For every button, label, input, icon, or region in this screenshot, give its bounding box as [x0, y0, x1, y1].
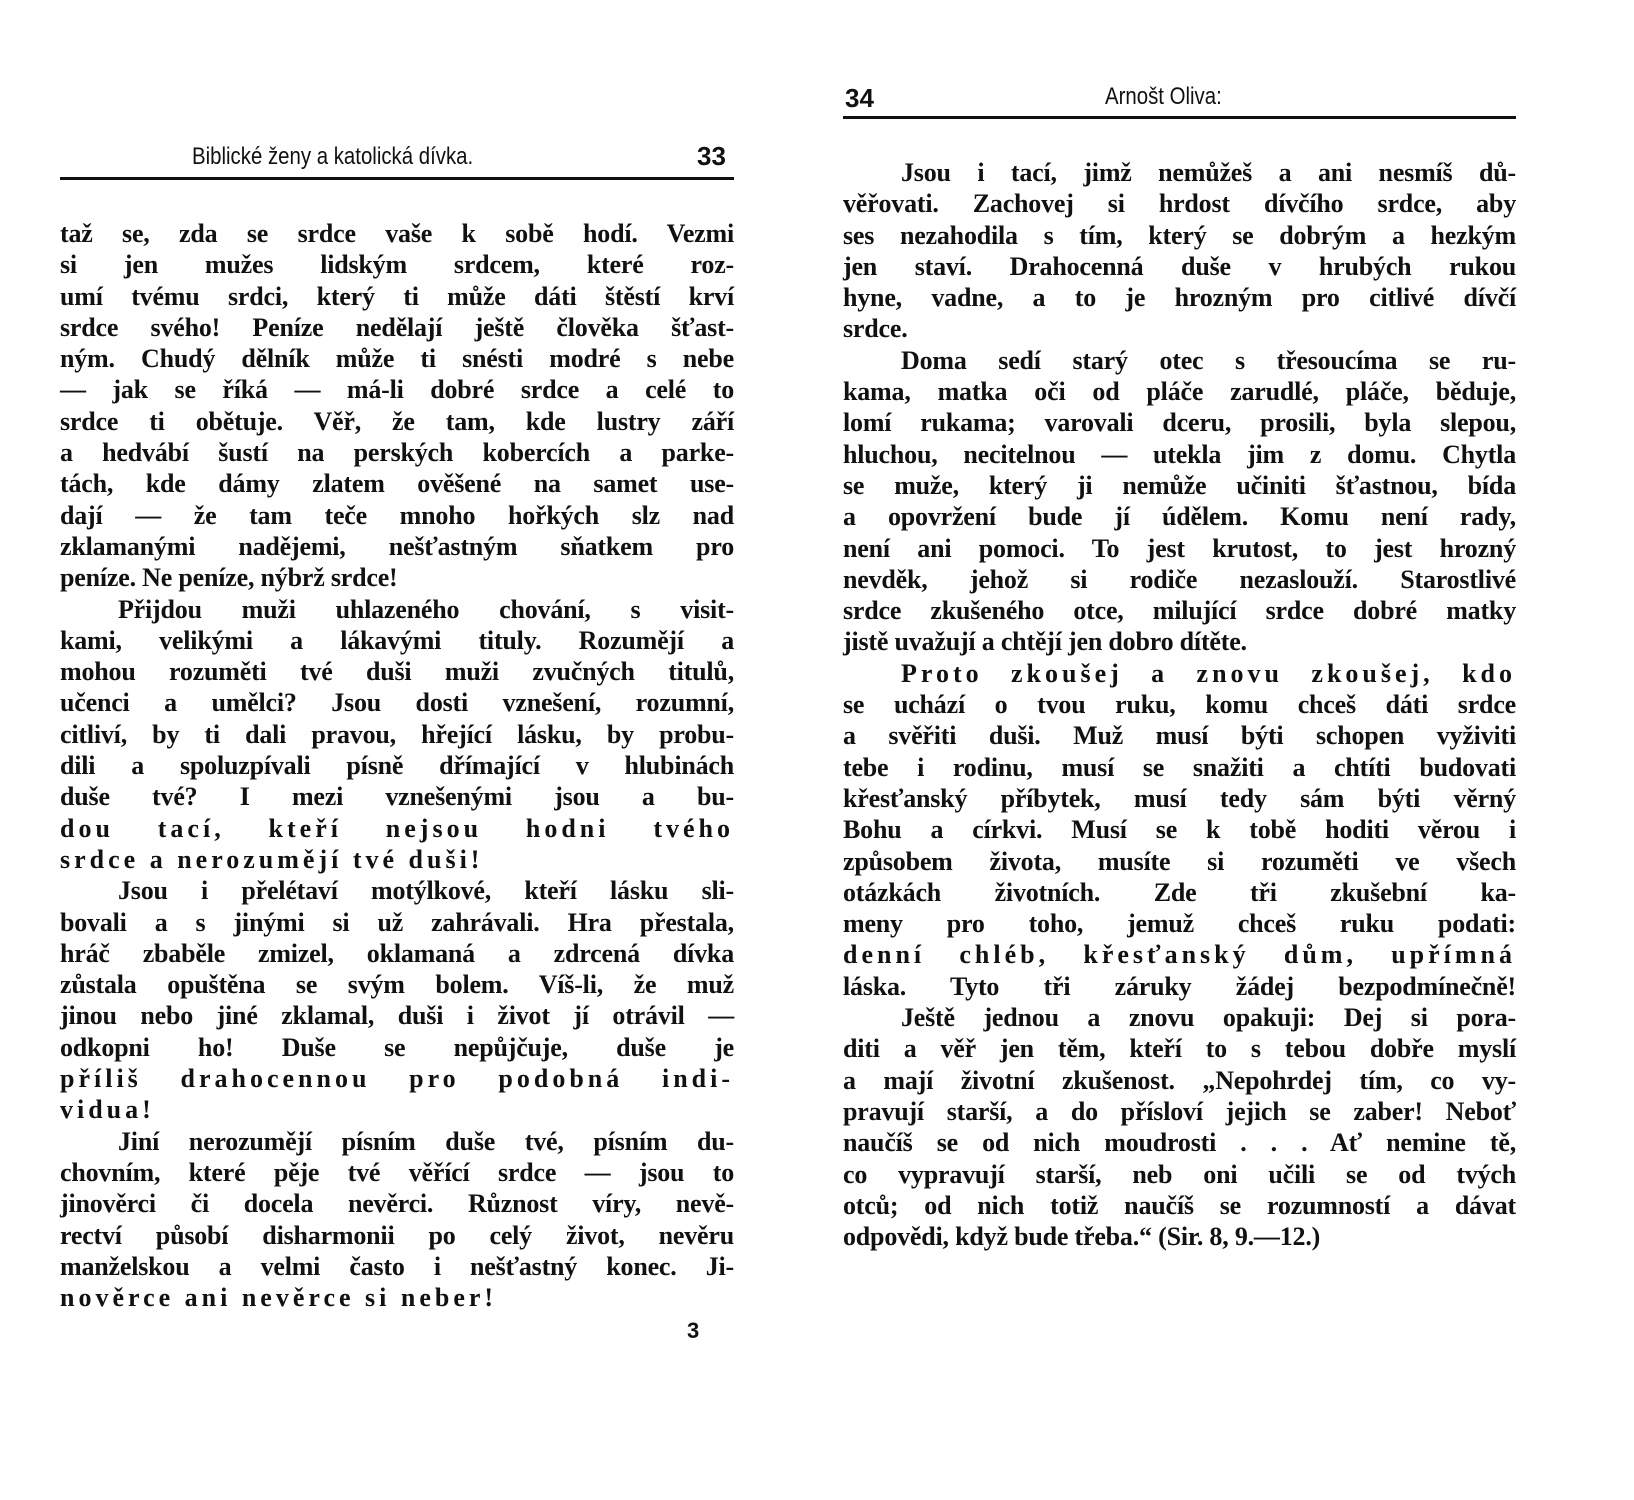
text-line: zklamanými nadějemi, nešťastným sňatkem pro	[60, 531, 734, 561]
text-line: otců; od nich totiž naučíš se rozumností a dávat	[843, 1190, 1516, 1220]
text-line: Jsou i přelétaví motýlkové, kteří lásku sli-	[118, 876, 734, 906]
text-line: chovním, které pěje tvé věřící srdce — jsou to	[60, 1157, 734, 1187]
text-line: hluchou, necitelnou — utekla jim z domu. Chytla	[843, 439, 1516, 469]
text-line: zůstala opuštěna se svým bolem. Víš-li, že muž	[60, 970, 734, 1000]
text-line: kama, matka oči od pláče zarudlé, pláče, běduje,	[843, 377, 1516, 407]
text-line: srdce svého! Peníze nedělají ještě člověka šťast-	[60, 312, 734, 342]
text-line: srdce zkušeného otce, milující srdce dobré matky	[843, 596, 1516, 626]
text-line: diti a věř jen těm, kteří to s tebou dobře myslí	[843, 1034, 1516, 1064]
header-rule	[60, 177, 734, 180]
page-number: 33	[697, 141, 726, 171]
text-line: Přijdou muži uhlazeného chování, s visit-	[118, 594, 734, 624]
text-line: tách, kde dámy zlatem ověšené na samet use-	[60, 469, 734, 499]
body-text	[843, 157, 1516, 1252]
text-line: láska. Tyto tři záruky žádej bezpodmínečně!	[843, 971, 1516, 1001]
running-head	[60, 143, 734, 173]
text-line: mohou rozuměti tvé duši muži zvučných titulů,	[60, 657, 734, 687]
text-line: a hedvábí šustí na perských kobercích a parke-	[60, 438, 734, 468]
text-line: nevděk, jehož si rodiče nezaslouží. Starostlivé	[843, 564, 1516, 594]
text-line: způsobem života, musíte si rozuměti ve všech	[843, 846, 1516, 876]
text-line: denní chléb, křesťanský dům, upřímná	[843, 940, 1516, 970]
text-line: — jak se říká — má-li dobré srdce a celé to	[60, 375, 734, 405]
text-line: dají — že tam teče mnoho hořkých slz nad	[60, 500, 734, 530]
text-line: otázkách životních. Zde tři zkušební ka-	[843, 877, 1516, 907]
text-line: věřovati. Zachovej si hrdost dívčího srdce, aby	[843, 189, 1516, 219]
text-line: a mají životní zkušenost. „Nepohrdej tím, co vy-	[843, 1065, 1516, 1095]
right-page	[843, 0, 1516, 1500]
text-line: ses nezahodila s tím, který se dobrým a hezkým	[843, 220, 1516, 250]
text-line: se muže, který ji nemůže učiniti šťastnou, bída	[843, 470, 1516, 500]
text-line: manželskou a velmi často i nešťastný konec. Ji-	[60, 1251, 734, 1281]
text-line: srdce.	[843, 314, 908, 344]
text-line: umí tvému srdci, který ti může dáti štěstí krví	[60, 281, 734, 311]
running-head	[843, 83, 1516, 113]
text-line: odkopni ho! Duše se nepůjčuje, duše je	[60, 1032, 734, 1062]
text-line: lomí rukama; varovali dceru, prosili, byla slepou,	[843, 408, 1516, 438]
signature-mark: 3	[687, 1318, 700, 1343]
text-line: taž se, zda se srdce vaše k sobě hodí. Vezmi	[60, 219, 734, 248]
body-text	[60, 218, 734, 1313]
text-line: Doma sedí starý otec s třesoucíma se ru-	[901, 345, 1516, 375]
text-line: není ani pomoci. To jest krutost, to jest hrozný	[843, 533, 1516, 563]
text-line: co vypravují starší, neb oni učili se od tvých	[843, 1159, 1516, 1189]
text-line: pravují starší, a do přísloví jejich se zaber! Neboť	[843, 1096, 1516, 1126]
text-line: jen staví. Drahocenná duše v hrubých rukou	[843, 251, 1516, 281]
text-line: se uchází o tvou ruku, komu chceš dáti srdce	[843, 690, 1516, 720]
text-line: a opovržení bude jí údělem. Komu není rady,	[843, 502, 1516, 532]
text-line: citliví, by ti dali pravou, hřející lásku, by probu-	[60, 719, 734, 749]
page-number: 34	[845, 83, 874, 113]
text-line: hyne, vadne, a to je hrozným pro citlivé dívčí	[843, 283, 1516, 313]
running-title: Biblické ženy a katolická dívka.	[192, 143, 474, 170]
text-line: jinověrci či docela nevěrci. Různost víry, nevě-	[60, 1189, 734, 1219]
text-line: meny pro toho, jemuž chceš ruku podati:	[843, 909, 1516, 939]
text-line: učenci a umělci? Jsou dosti vznešení, rozumní,	[60, 688, 734, 718]
text-line: si jen mužes lidským srdcem, které roz-	[60, 250, 734, 280]
text-line: rectví působí disharmonii po celý život, nevěru	[60, 1220, 734, 1250]
text-line: bovali a s jinými si už zahrávali. Hra přestala,	[60, 907, 734, 937]
text-line: kami, velikými a lákavými tituly. Rozumějí a	[60, 625, 734, 655]
text-line: křesťanský příbytek, musí tedy sám býti věrný	[843, 783, 1516, 813]
text-line: Bohu a církvi. Musí se k tobě hoditi věrou i	[843, 815, 1516, 845]
text-line: Ještě jednou a znovu opakuji: Dej si pora-	[901, 1003, 1516, 1033]
text-line: ným. Chudý dělník může ti snésti modré s nebe	[60, 344, 734, 374]
text-line: nověrce ani nevěrce si neber!	[60, 1283, 498, 1313]
text-line: a svěřiti duši. Muž musí býti schopen vyživiti	[843, 721, 1516, 751]
text-line: jistě uvažují a chtějí jen dobro dítěte.	[843, 627, 1247, 657]
text-line: odpovědi, když bude třeba.“ (Sir. 8, 9.—12.)	[843, 1222, 1321, 1252]
left-page	[60, 0, 734, 1500]
text-line: Jiní nerozumějí písním duše tvé, písním du-	[118, 1126, 734, 1156]
text-line: peníze. Ne peníze, nýbrž srdce!	[60, 563, 398, 593]
text-line: dou tací, kteří nejsou hodni tvého	[60, 813, 734, 843]
text-line: naučíš se od nich moudrosti . . . Ať nemine tě,	[843, 1128, 1516, 1158]
text-line: Jsou i tací, jimž nemůžeš a ani nesmíš dů-	[901, 158, 1516, 187]
text-line: příliš drahocennou pro podobná indi-	[60, 1064, 734, 1094]
text-line: srdce ti obětuje. Věř, že tam, kde lustry září	[60, 406, 734, 436]
text-line: vidua!	[60, 1095, 155, 1125]
text-line: tebe i rodinu, musí se snažiti a chtíti budovati	[843, 752, 1516, 782]
text-line: dili a spoluzpívali písně dřímající v hlubinách	[60, 751, 734, 781]
text-line: jinou nebo jiné zklamal, duši i život jí otrávil —	[60, 1001, 734, 1031]
running-title: Arnošt Oliva:	[1105, 83, 1222, 110]
text-line: srdce a nerozumějí tvé duši!	[60, 844, 484, 874]
header-rule	[843, 116, 1516, 119]
text-line: Proto zkoušej a znovu zkoušej, kdo	[901, 658, 1516, 688]
text-line: hráč zbaběle zmizel, oklamaná a zdrcená dívka	[60, 938, 734, 968]
text-line: duše tvé? I mezi vznešenými jsou a bu-	[60, 782, 734, 812]
